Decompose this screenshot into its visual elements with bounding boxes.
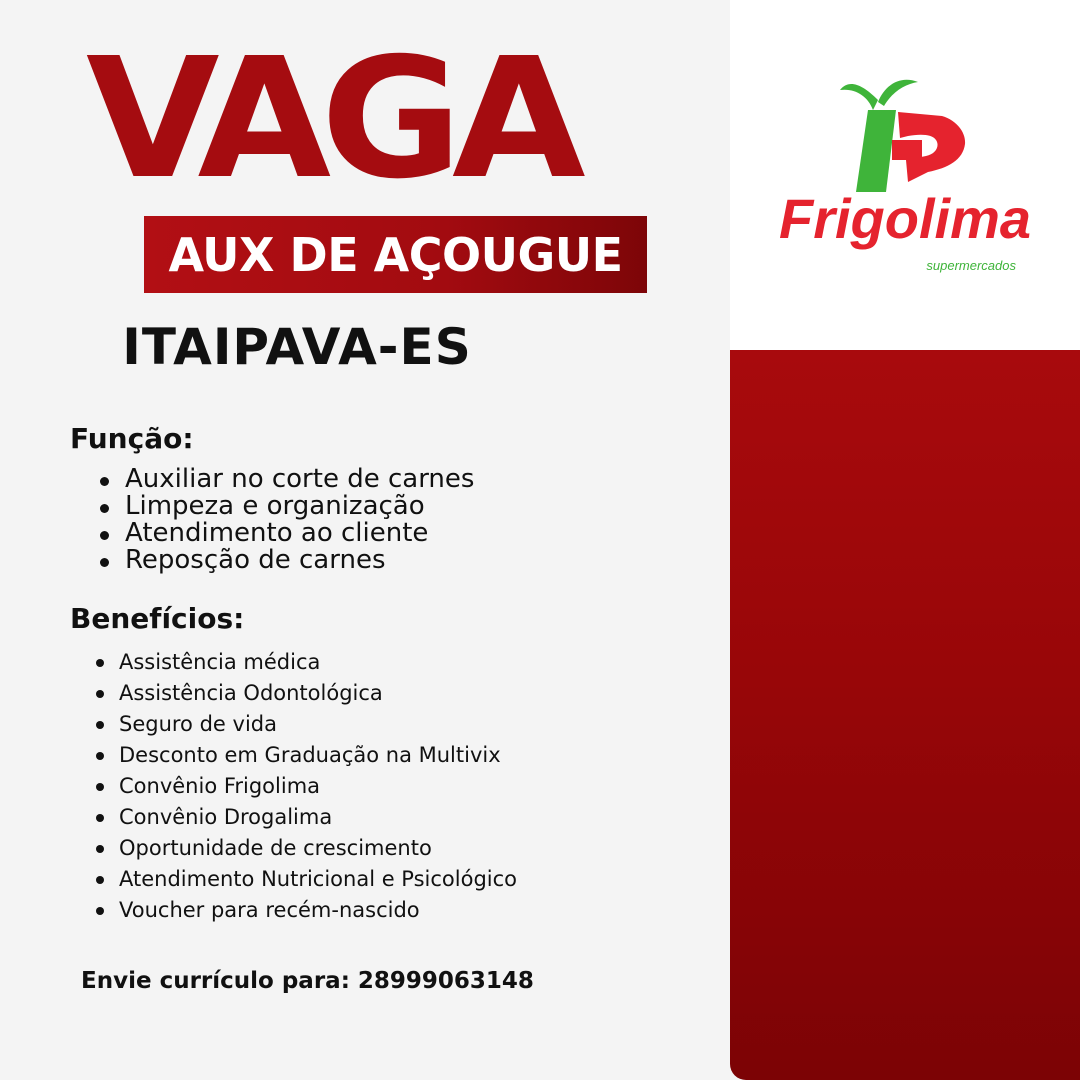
funcao-item: Auxiliar no corte de carnes <box>98 466 474 493</box>
role-text: AUX DE AÇOUGUE <box>168 227 623 282</box>
beneficio-item: Oportunidade de crescimento <box>94 833 517 864</box>
funcao-item: Limpeza e organização <box>98 493 474 520</box>
logo-tagline: supermercados <box>926 258 1016 273</box>
logo-sprout-icon <box>840 84 878 110</box>
funcao-item: Atendimento ao cliente <box>98 520 474 547</box>
logo-wordmark: Frigolima <box>778 187 1032 250</box>
beneficio-item: Atendimento Nutricional e Psicológico <box>94 864 517 895</box>
beneficios-list <box>94 647 517 926</box>
location-text: ITAIPAVA-ES <box>122 318 472 376</box>
funcao-list <box>98 466 474 574</box>
beneficio-item: Convênio Frigolima <box>94 771 517 802</box>
beneficio-item: Assistência Odontológica <box>94 678 517 709</box>
vaga-title: VAGA <box>86 23 576 216</box>
beneficio-item: Seguro de vida <box>94 709 517 740</box>
red-decorative-panel <box>730 350 1080 1080</box>
funcao-heading: Função: <box>70 422 194 455</box>
logo-f-stem <box>856 110 896 192</box>
beneficio-item: Convênio Drogalima <box>94 802 517 833</box>
beneficio-item: Voucher para recém-nascido <box>94 895 517 926</box>
beneficio-item: Assistência médica <box>94 647 517 678</box>
funcao-item: Reposção de carnes <box>98 547 474 574</box>
beneficio-item: Desconto em Graduação na Multivix <box>94 740 517 771</box>
role-banner <box>144 216 647 293</box>
contact-text: Envie currículo para: 28999063148 <box>81 968 534 994</box>
beneficios-heading: Benefícios: <box>70 602 245 635</box>
frigolima-logo <box>760 60 1050 290</box>
